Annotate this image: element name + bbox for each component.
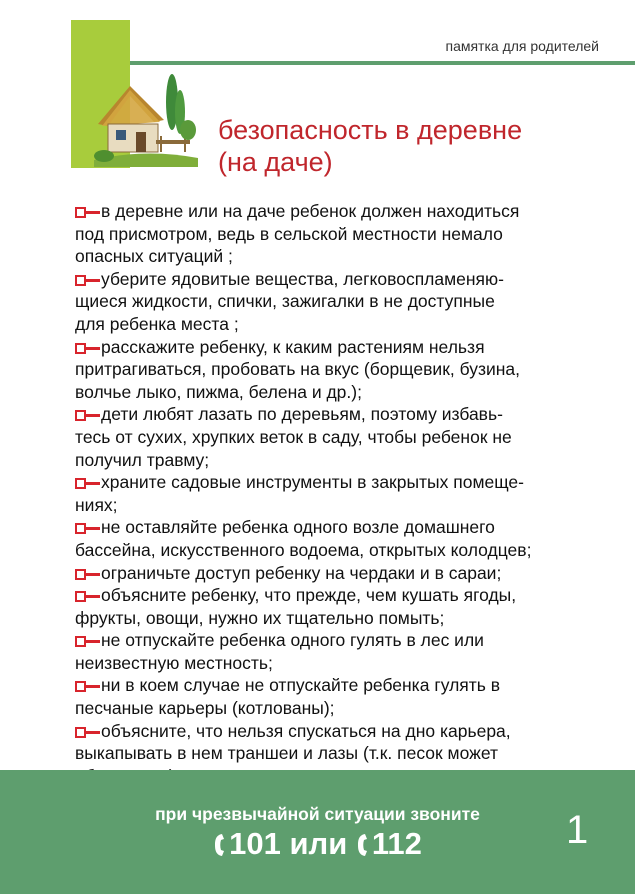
red-bullet-icon <box>75 636 100 646</box>
list-item-line <box>75 381 575 404</box>
emergency-numbers <box>0 826 635 862</box>
village-house-illustration <box>90 72 200 167</box>
red-bullet-icon <box>75 523 100 533</box>
list-item-line <box>75 516 575 539</box>
red-bullet-icon <box>75 727 100 737</box>
list-item-line <box>75 674 575 697</box>
list-item-line <box>75 245 575 268</box>
list-item-line <box>75 313 575 336</box>
list-item-text: не оставляйте ребенка одного возле домашнего <box>101 517 495 538</box>
list-item <box>75 471 575 516</box>
phone-number-1: 101 <box>229 826 281 861</box>
list-item-text: выкапывать в нем траншеи и лазы (т.к. песок может <box>75 743 498 764</box>
safety-tips-list <box>75 200 575 787</box>
list-item-text: фрукты, овощи, нужно их тщательно помыть; <box>75 607 445 628</box>
list-item-text: получил травму; <box>75 449 210 470</box>
red-bullet-icon <box>75 410 100 420</box>
list-item-text: тесь от сухих, хрупких веток в саду, чтобы ребенок не <box>75 426 512 447</box>
red-bullet-icon <box>75 275 100 285</box>
list-item-line <box>75 584 575 607</box>
list-item-text: ниях; <box>75 494 118 515</box>
list-item <box>75 336 575 404</box>
list-item-text: песчаные карьеры (котлованы); <box>75 698 335 719</box>
list-item <box>75 629 575 674</box>
list-item-line <box>75 426 575 449</box>
list-item-line <box>75 742 575 765</box>
list-item <box>75 268 575 336</box>
list-item-text: бассейна, искусственного водоема, открытых колодцев; <box>75 539 532 560</box>
list-item <box>75 562 575 585</box>
header-label: памятка для родителей <box>445 38 599 54</box>
list-item-text: не отпускайте ребенка одного гулять в лес или <box>101 630 484 651</box>
list-item-line <box>75 449 575 472</box>
list-item <box>75 674 575 719</box>
emergency-call-text: при чрезвычайной ситуации звоните <box>155 804 480 824</box>
list-item <box>75 200 575 268</box>
list-item-text: объясните ребенку, что прежде, чем кушать ягоды, <box>101 585 517 606</box>
list-item-line <box>75 607 575 630</box>
red-bullet-icon <box>75 478 100 488</box>
phone-icon <box>356 832 370 858</box>
phone-separator: или <box>289 826 348 861</box>
list-item-line <box>75 336 575 359</box>
list-item-text: ограничьте доступ ребенку на чердаки и в сараи; <box>101 562 502 583</box>
red-bullet-icon <box>75 569 100 579</box>
list-item-text: объясните, что нельзя спускаться на дно карьера, <box>101 720 511 741</box>
list-item-line <box>75 629 575 652</box>
list-item-line <box>75 494 575 517</box>
list-item-line <box>75 562 575 585</box>
list-item-line <box>75 720 575 743</box>
red-bullet-icon <box>75 207 100 217</box>
list-item-line <box>75 358 575 381</box>
phone-icon <box>213 832 227 858</box>
red-bullet-icon <box>75 343 100 353</box>
title-line-2: (на даче) <box>218 147 333 177</box>
list-item-text: волчье лыко, пижма, белена и др.); <box>75 381 362 402</box>
list-item-line <box>75 200 575 223</box>
list-item-text: неизвестную местность; <box>75 652 273 673</box>
phone-number-2: 112 <box>371 826 422 861</box>
red-bullet-icon <box>75 681 100 691</box>
list-item <box>75 403 575 471</box>
list-item-line <box>75 539 575 562</box>
red-bullet-icon <box>75 591 100 601</box>
list-item-text: в деревне или на даче ребенок должен находиться <box>101 201 520 221</box>
list-item-line <box>75 471 575 494</box>
list-item <box>75 584 575 629</box>
list-item-text: дети любят лазать по деревьям, поэтому избавь- <box>101 404 503 425</box>
list-item-text: ни в коем случае не отпускайте ребенка гулять в <box>101 675 501 696</box>
list-item-text: опасных ситуаций ; <box>75 246 233 267</box>
page-number: 1 <box>566 808 589 852</box>
title-line-1: безопасность в деревне <box>218 115 523 145</box>
list-item-text: храните садовые инструменты в закрытых помеще- <box>101 472 524 493</box>
list-item-line <box>75 290 575 313</box>
list-item-line <box>75 652 575 675</box>
list-item-text: уберите ядовитые вещества, легковоспламеняю- <box>101 268 504 289</box>
list-item-line <box>75 697 575 720</box>
list-item-text: для ребенка места ; <box>75 313 239 334</box>
list-item-line <box>75 223 575 246</box>
list-item-line <box>75 403 575 426</box>
list-item <box>75 516 575 561</box>
list-item-text: расскажите ребенку, к каким растениям нельзя <box>101 336 485 357</box>
list-item-text: щиеся жидкости, спички, зажигалки в не доступные <box>75 291 495 312</box>
list-item-line <box>75 268 575 291</box>
page-title <box>218 114 522 178</box>
list-item-text: притрагиваться, пробовать на вкус (борщевик, бузина, <box>75 359 521 380</box>
header-divider <box>130 61 635 65</box>
list-item-text: под присмотром, ведь в сельской местности немало <box>75 223 503 244</box>
